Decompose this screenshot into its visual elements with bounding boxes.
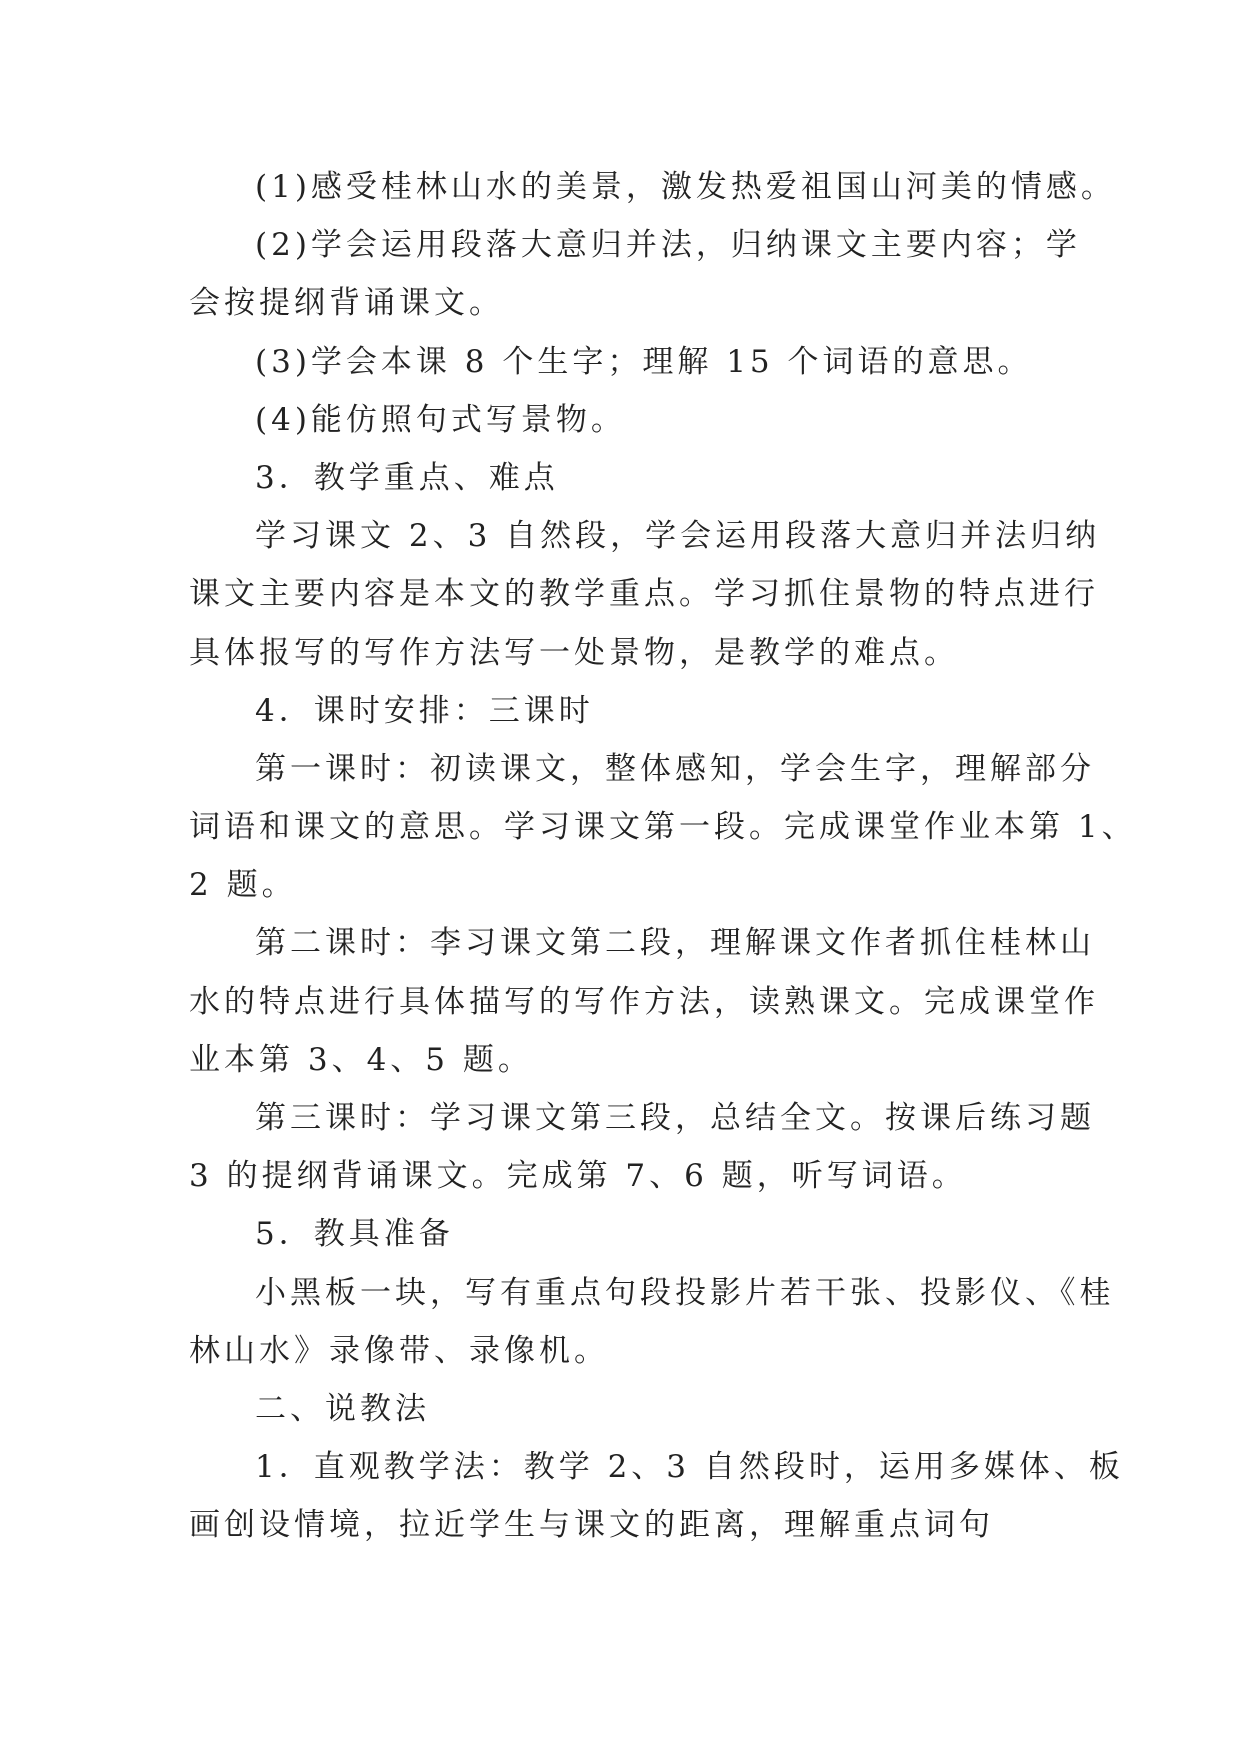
paragraph-line: 画创设情境，拉近学生与课文的距离，理解重点词句 xyxy=(189,1507,994,1544)
paragraph-line: 学习课文 2、3 自然段，学会运用段落大意归并法归纳 xyxy=(255,518,1101,555)
paragraph-line: 具体报写的写作方法写一处景物，是教学的难点。 xyxy=(189,634,959,671)
paragraph-line: 词语和课文的意思。学习课文第一段。完成课堂作业本第 1、 xyxy=(189,809,1137,846)
section-heading: 4．课时安排：三课时 xyxy=(255,692,594,729)
section-heading: 3．教学重点、难点 xyxy=(255,459,559,496)
paragraph-line: (2)学会运用段落大意归并法，归纳课文主要内容；学 xyxy=(255,227,1081,264)
document-body xyxy=(189,158,1137,1555)
section-heading: 5．教具准备 xyxy=(255,1216,454,1253)
paragraph-line: 1．直观教学法：教学 2、3 自然段时，运用多媒体、板 xyxy=(255,1449,1124,1486)
paragraph-line: (4)能仿照句式写景物。 xyxy=(255,401,626,438)
paragraph-line: (3)学会本课 8 个生字；理解 15 个词语的意思。 xyxy=(255,343,1033,380)
paragraph-line: (1)感受桂林山水的美景，激发热爱祖国山河美的情感。 xyxy=(255,169,1116,205)
paragraph-line: 第三课时：学习课文第三段，总结全文。按课后练习题 xyxy=(255,1100,1095,1136)
paragraph-line: 课文主要内容是本文的教学重点。学习抓住景物的特点进行 xyxy=(189,576,1099,613)
paragraph-line: 3 的提纲背诵课文。完成第 7、6 题，听写词语。 xyxy=(189,1158,967,1195)
section-heading: 二、说教法 xyxy=(255,1390,430,1427)
paragraph-line: 第一课时：初读课文，整体感知，学会生字，理解部分 xyxy=(255,750,1095,787)
paragraph-line: 会按提纲背诵课文。 xyxy=(189,285,504,322)
paragraph-line: 第二课时：李习课文第二段，理解课文作者抓住桂林山 xyxy=(255,925,1095,962)
paragraph-line: 2 题。 xyxy=(189,867,297,904)
paragraph-line: 业本第 3、4、5 题。 xyxy=(189,1041,533,1078)
paragraph-line: 小黑板一块，写有重点句段投影片若干张、投影仪、《桂 xyxy=(255,1274,1115,1311)
paragraph-line: 林山水》录像带、录像机。 xyxy=(189,1332,609,1369)
paragraph-line: 水的特点进行具体描写的写作方法，读熟课文。完成课堂作 xyxy=(189,983,1099,1020)
